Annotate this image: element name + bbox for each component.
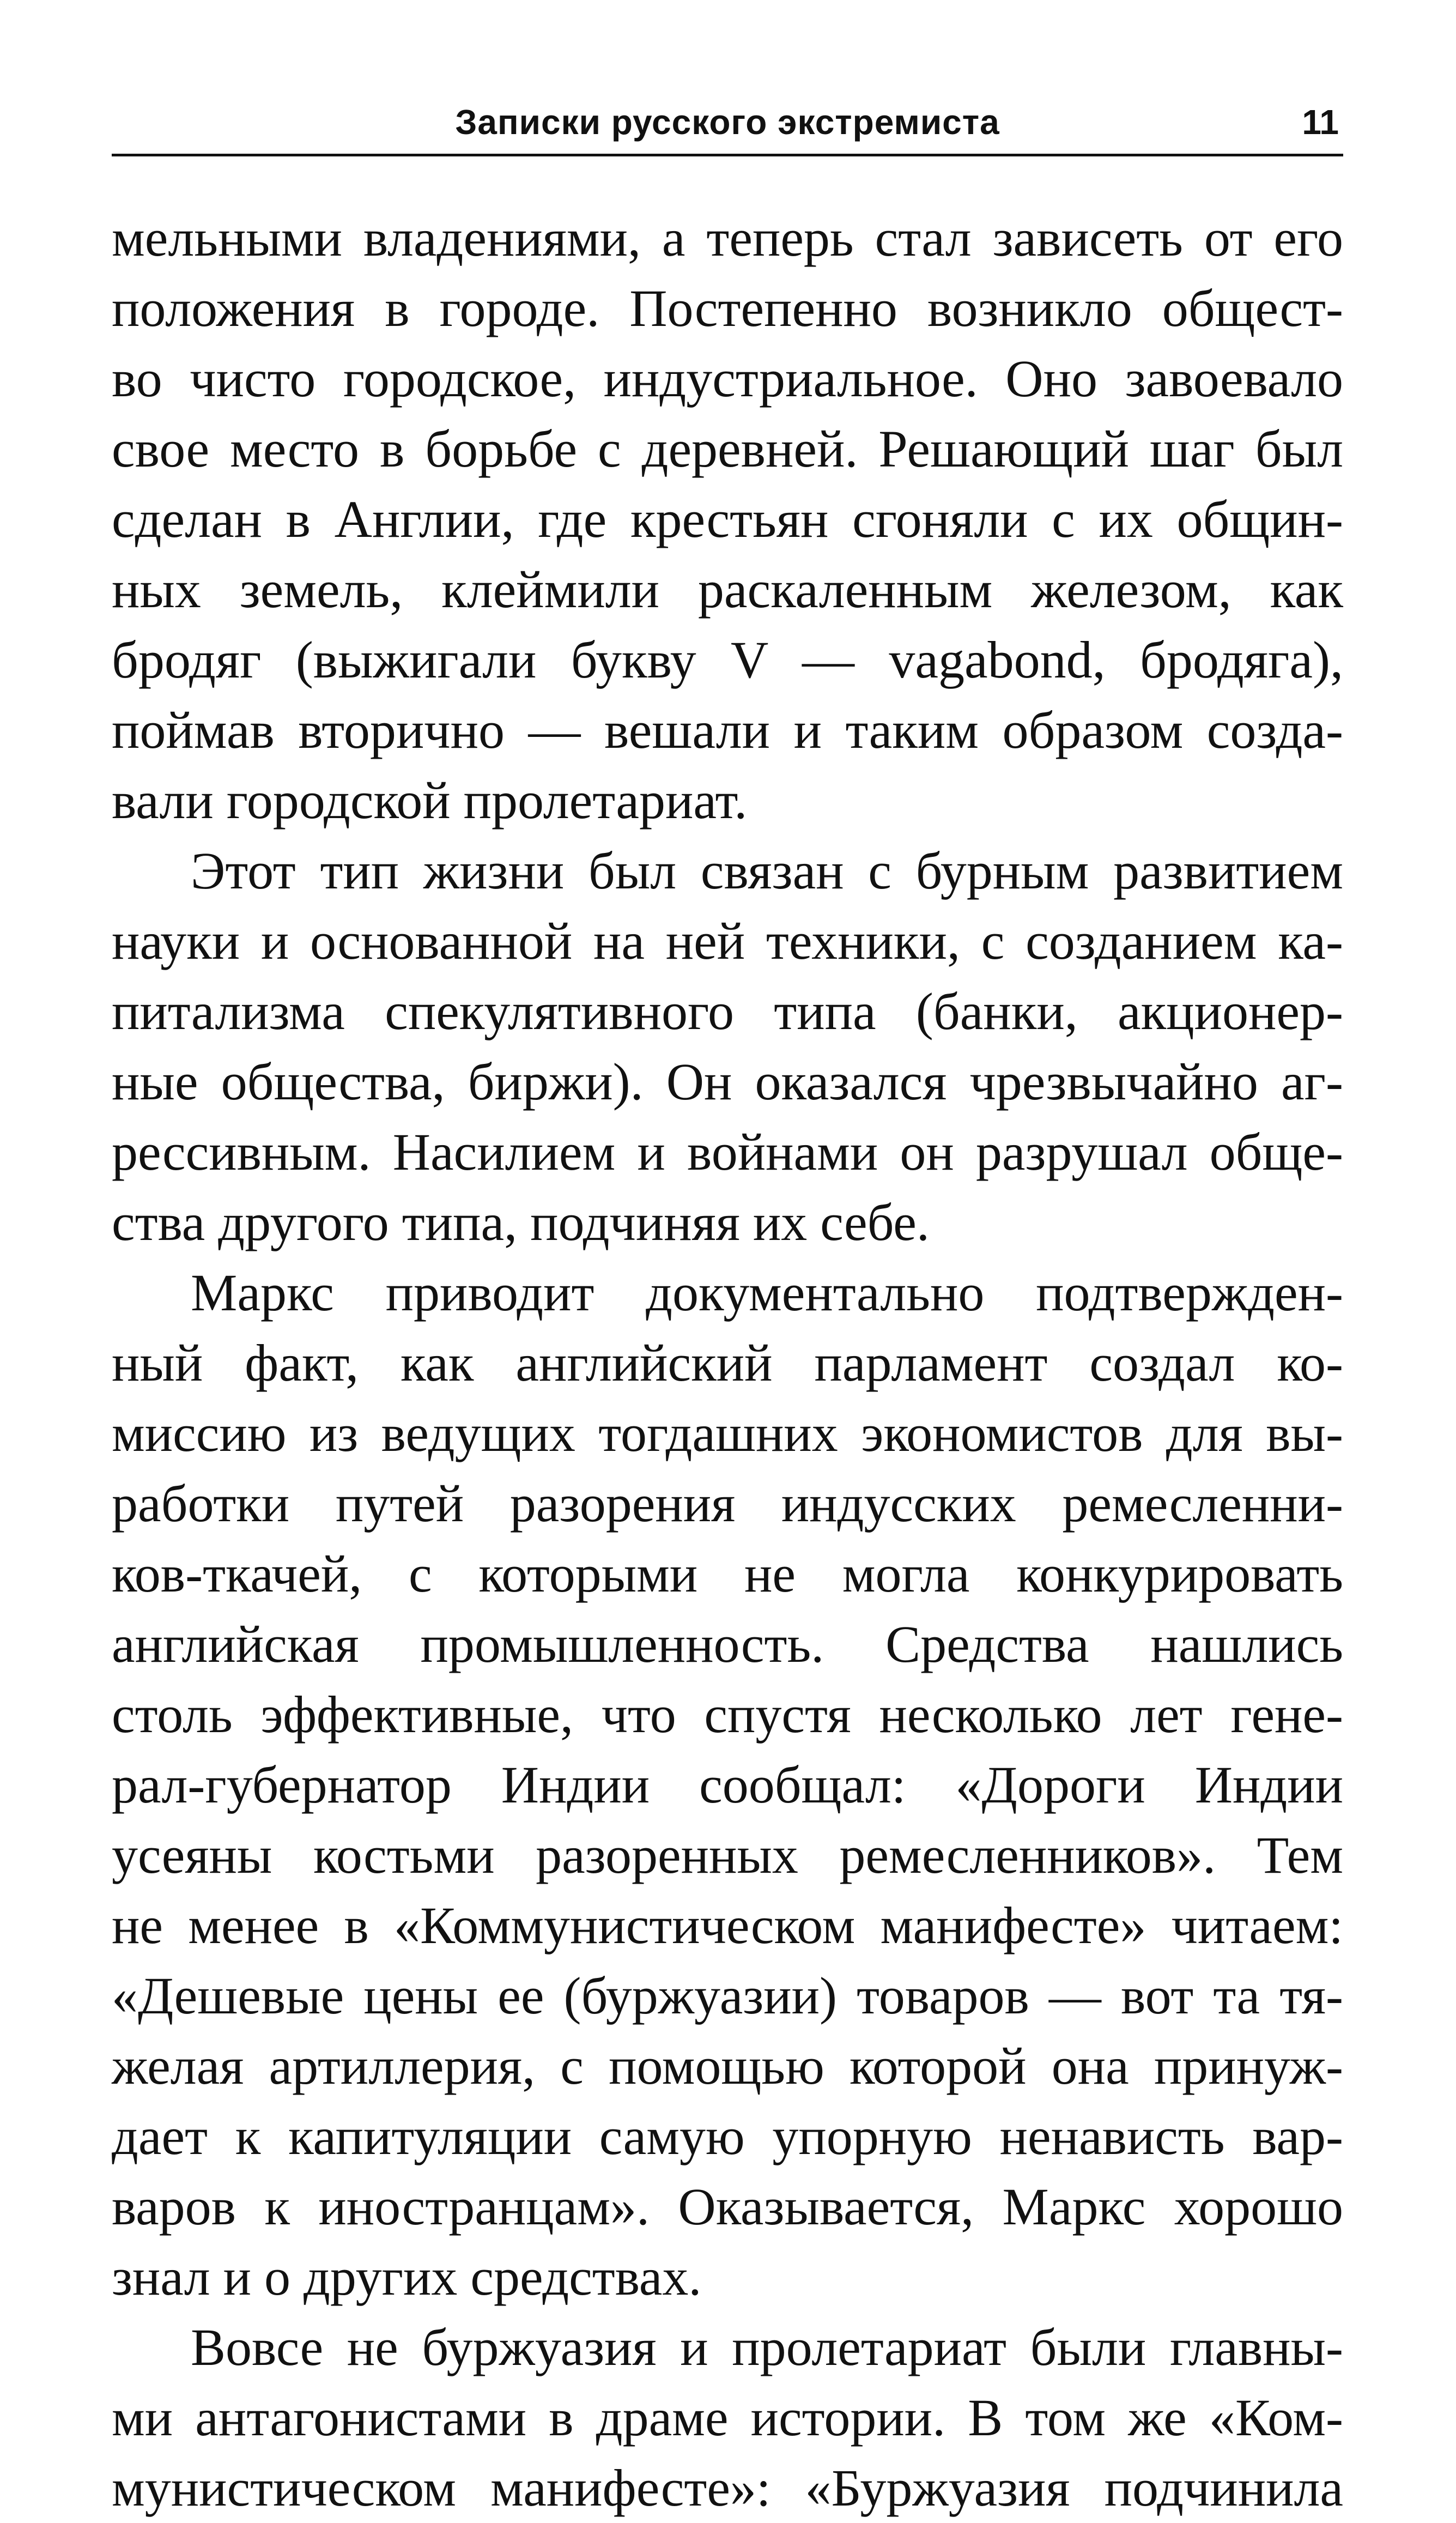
text-line: положения в городе. Постепенно возникло общест- xyxy=(112,279,1343,337)
text-line: ный факт, как английский парламент создал ко- xyxy=(112,1334,1343,1392)
header-rule xyxy=(112,154,1343,156)
text-line: мунистическом манифесте»: «Буржуазия подчинила xyxy=(112,2459,1343,2517)
text-line: питализма спекулятивного типа (банки, акционер- xyxy=(112,982,1343,1040)
text-line: миссию из ведущих тогдашних экономистов для вы- xyxy=(112,1404,1343,1462)
paragraph-first-line: Вовсе не буржуазия и пролетариат были главны- xyxy=(191,2318,1343,2376)
text-line: ми антагонистами в драме истории. В том же «Ком- xyxy=(112,2388,1343,2447)
text-line: столь эффективные, что спустя несколько лет гене- xyxy=(112,1685,1343,1744)
text-line: рал-губернатор Индии сообщал: «Дороги Индии xyxy=(112,1756,1343,1814)
text-line: английская промышленность. Средства нашлись xyxy=(112,1615,1343,1673)
text-line: поймав вторично — вешали и таким образом созда- xyxy=(112,701,1343,759)
text-line: знал и о других средствах. xyxy=(112,2248,702,2306)
text-line: дает к капитуляции самую упорную ненависть вар- xyxy=(112,2107,1343,2165)
text-line: работки путей разорения индусских ремесленни- xyxy=(112,1474,1343,1533)
text-line: ных земель, клеймили раскаленным железом, как xyxy=(112,560,1343,619)
text-line: ства другого типа, подчиняя их себе. xyxy=(112,1193,930,1251)
running-header xyxy=(112,97,1343,157)
text-line: вали городской пролетариат. xyxy=(112,771,748,830)
text-line: сделан в Англии, где крестьян сгоняли с их общин- xyxy=(112,490,1343,548)
paragraph-first-line: Этот тип жизни был связан с бурным развитием xyxy=(191,842,1343,900)
text-line: усеяны костьми разоренных ремесленников». Тем xyxy=(112,1826,1343,1884)
text-line: во чисто городское, индустриальное. Оно завоевало xyxy=(112,349,1343,408)
text-line: «Дешевые цены ее (буржуазии) товаров — вот та тя- xyxy=(112,1967,1343,2025)
text-line: ные общества, биржи). Он оказался чрезвычайно аг- xyxy=(112,1052,1343,1111)
page-number: 11 xyxy=(1302,102,1339,142)
text-line: бродяг (выжигали букву V — vagabond, бродяга), xyxy=(112,631,1343,689)
body-text xyxy=(112,203,1343,2523)
text-line: науки и основанной на ней техники, с созданием ка- xyxy=(112,912,1343,970)
text-line: свое место в борьбе с деревней. Решающий шаг был xyxy=(112,420,1343,478)
text-line: ков-ткачей, с которыми не могла конкурировать xyxy=(112,1545,1343,1603)
running-title: Записки русского экстремиста xyxy=(455,102,1000,142)
text-line: не менее в «Коммунистическом манифесте» читаем: xyxy=(112,1896,1343,1955)
text-line: рессивным. Насилием и войнами он разрушал обще- xyxy=(112,1123,1343,1181)
text-line: варов к иностранцам». Оказывается, Маркс хорошо xyxy=(112,2177,1343,2236)
text-line: желая артиллерия, с помощью которой она принуж- xyxy=(112,2037,1343,2095)
text-line: мельными владениями, а теперь стал зависеть от его xyxy=(112,209,1343,267)
paragraph-first-line: Маркс приводит документально подтвержден- xyxy=(191,1263,1343,1322)
